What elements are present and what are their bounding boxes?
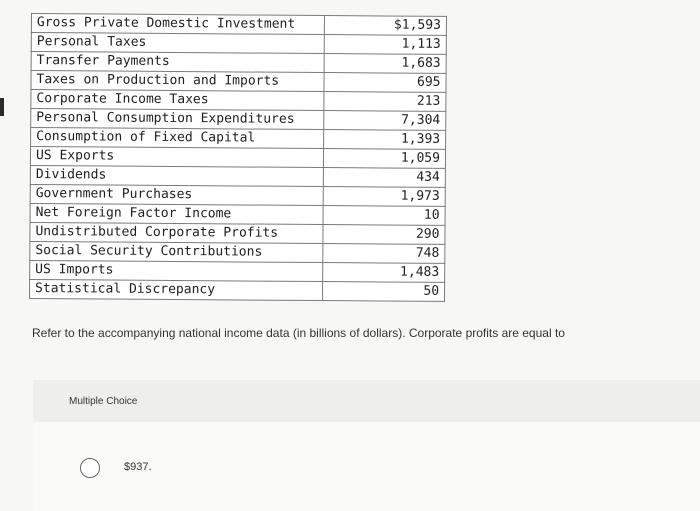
table-row [31, 14, 446, 36]
table-row [31, 109, 446, 131]
table-row [30, 241, 445, 263]
left-edge-marker [0, 98, 4, 116]
row-value: $1,593 [324, 16, 446, 36]
row-value: 1,393 [324, 130, 446, 150]
row-value: 1,059 [324, 149, 446, 169]
table-row [31, 90, 446, 112]
row-label: Transfer Payments [31, 52, 324, 73]
table-row [30, 222, 445, 244]
national-income-table [29, 13, 447, 302]
row-label: Corporate Income Taxes [31, 90, 324, 111]
row-value: 434 [323, 168, 445, 188]
row-value: 748 [323, 244, 445, 264]
row-value: 7,304 [324, 111, 446, 131]
row-value: 1,483 [323, 263, 445, 283]
row-label: Consumption of Fixed Capital [31, 128, 324, 149]
table-row [30, 260, 445, 282]
row-value: 213 [324, 92, 446, 112]
row-label: Statistical Discrepancy [30, 279, 323, 300]
table-row [30, 165, 445, 187]
row-label: Dividends [30, 165, 323, 186]
table-body [30, 14, 447, 302]
table-row [30, 147, 445, 169]
national-income-table-container [29, 13, 447, 302]
question-text: Refer to the accompanying national income data (in billions of dollars). Corporate profits are equal to [32, 326, 565, 340]
table-row [31, 33, 446, 55]
row-value: 695 [324, 73, 446, 93]
table-row [31, 71, 446, 93]
table-row [31, 128, 446, 150]
table-row [30, 279, 445, 301]
table-row [31, 52, 446, 74]
row-label: Net Foreign Factor Income [30, 203, 323, 224]
multiple-choice-label: Multiple Choice [69, 396, 138, 407]
row-value: 290 [323, 225, 445, 245]
row-value: 1,113 [324, 35, 446, 55]
row-label: Taxes on Production and Imports [31, 71, 324, 92]
row-value: 10 [323, 206, 445, 226]
table-row [30, 184, 445, 206]
row-value: 50 [323, 282, 445, 302]
row-value: 1,973 [323, 187, 445, 207]
table-row [30, 203, 445, 225]
row-label: US Imports [30, 260, 323, 281]
row-label: Undistributed Corporate Profits [30, 222, 323, 243]
row-label: Personal Taxes [31, 33, 324, 54]
radio-button[interactable] [80, 458, 100, 478]
multiple-choice-header [33, 380, 700, 422]
answer-option-label: $937. [124, 461, 152, 473]
row-label: Personal Consumption Expenditures [31, 109, 324, 130]
answer-option[interactable] [80, 458, 280, 480]
row-label: Social Security Contributions [30, 241, 323, 262]
row-value: 1,683 [324, 54, 446, 74]
answer-options [33, 422, 700, 511]
row-label: US Exports [30, 147, 323, 168]
row-label: Government Purchases [30, 184, 323, 205]
row-label: Gross Private Domestic Investment [31, 14, 324, 35]
